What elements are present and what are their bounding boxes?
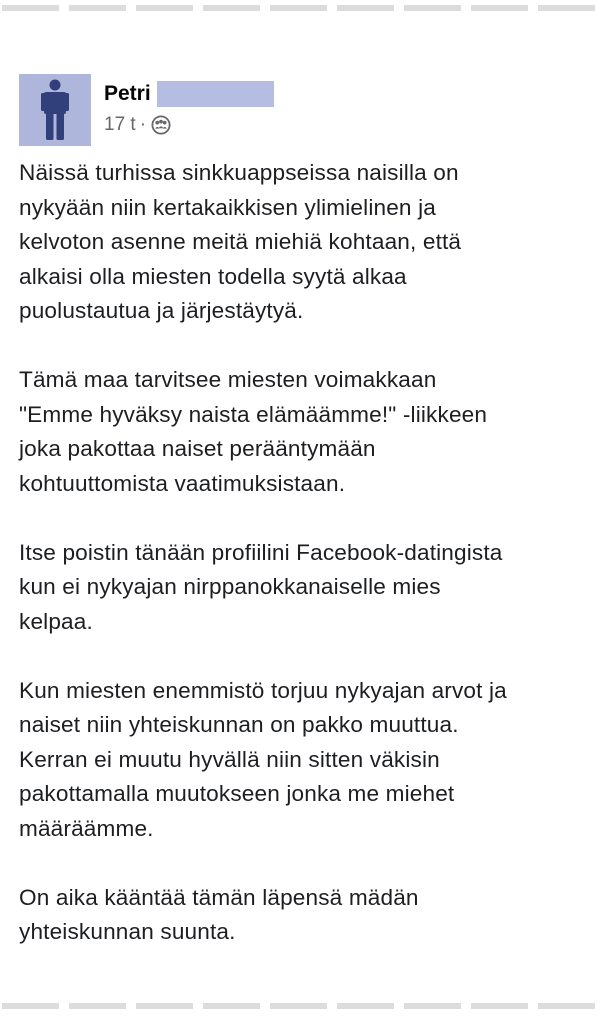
post-subline [104,114,274,136]
avatar[interactable] [19,74,91,146]
author-row [104,80,274,108]
facebook-post [19,74,594,984]
post-header [19,74,594,148]
top-dashed-border [0,5,603,11]
meta-separator: · [139,114,147,135]
redacted-surname [157,81,274,107]
post-body [19,156,594,950]
bottom-dashed-border [0,1003,603,1009]
post-meta [104,74,274,136]
post-paragraph-2: Tämä maa tarvitsee miesten voimakkaan "Emme hyväksy naista elämäämme!" -liikkeen joka pakottaa naiset perääntymään kohtuuttomista vaatimuksistaan. [19,367,488,496]
post-paragraph-3: Itse poistin tänään profiilini Facebook-datingista kun ei nykyajan nirppanokkanaiselle mies kelpaa. [19,539,503,634]
post-paragraph-4: Kun miesten enemmistö torjuu nykyajan arvot ja naiset niin yhteiskunnan on pakko muuttua. Kerran ei muutu hyvällä niin sitten väkisin pakottamalla muutokseen jonka me miehet määräämme. [19,677,507,841]
friends-audience-icon[interactable] [150,114,172,136]
post-paragraph-5: On aika kääntää tämän läpensä mädän yhteiskunnan suunta. [19,884,419,944]
author-name[interactable]: Petri [104,82,151,105]
post-timestamp[interactable]: 17 t [104,114,136,135]
post-paragraph-1: Näissä turhissa sinkkuappseissa naisilla on nykyään niin kertakaikkisen ylimielinen ja kelvoton asenne meitä miehiä kohtaan, että alkaisi olla miesten todella syytä alkaa puolustautua ja järjestäytyä. [19,160,462,323]
person-silhouette-icon [41,79,69,141]
